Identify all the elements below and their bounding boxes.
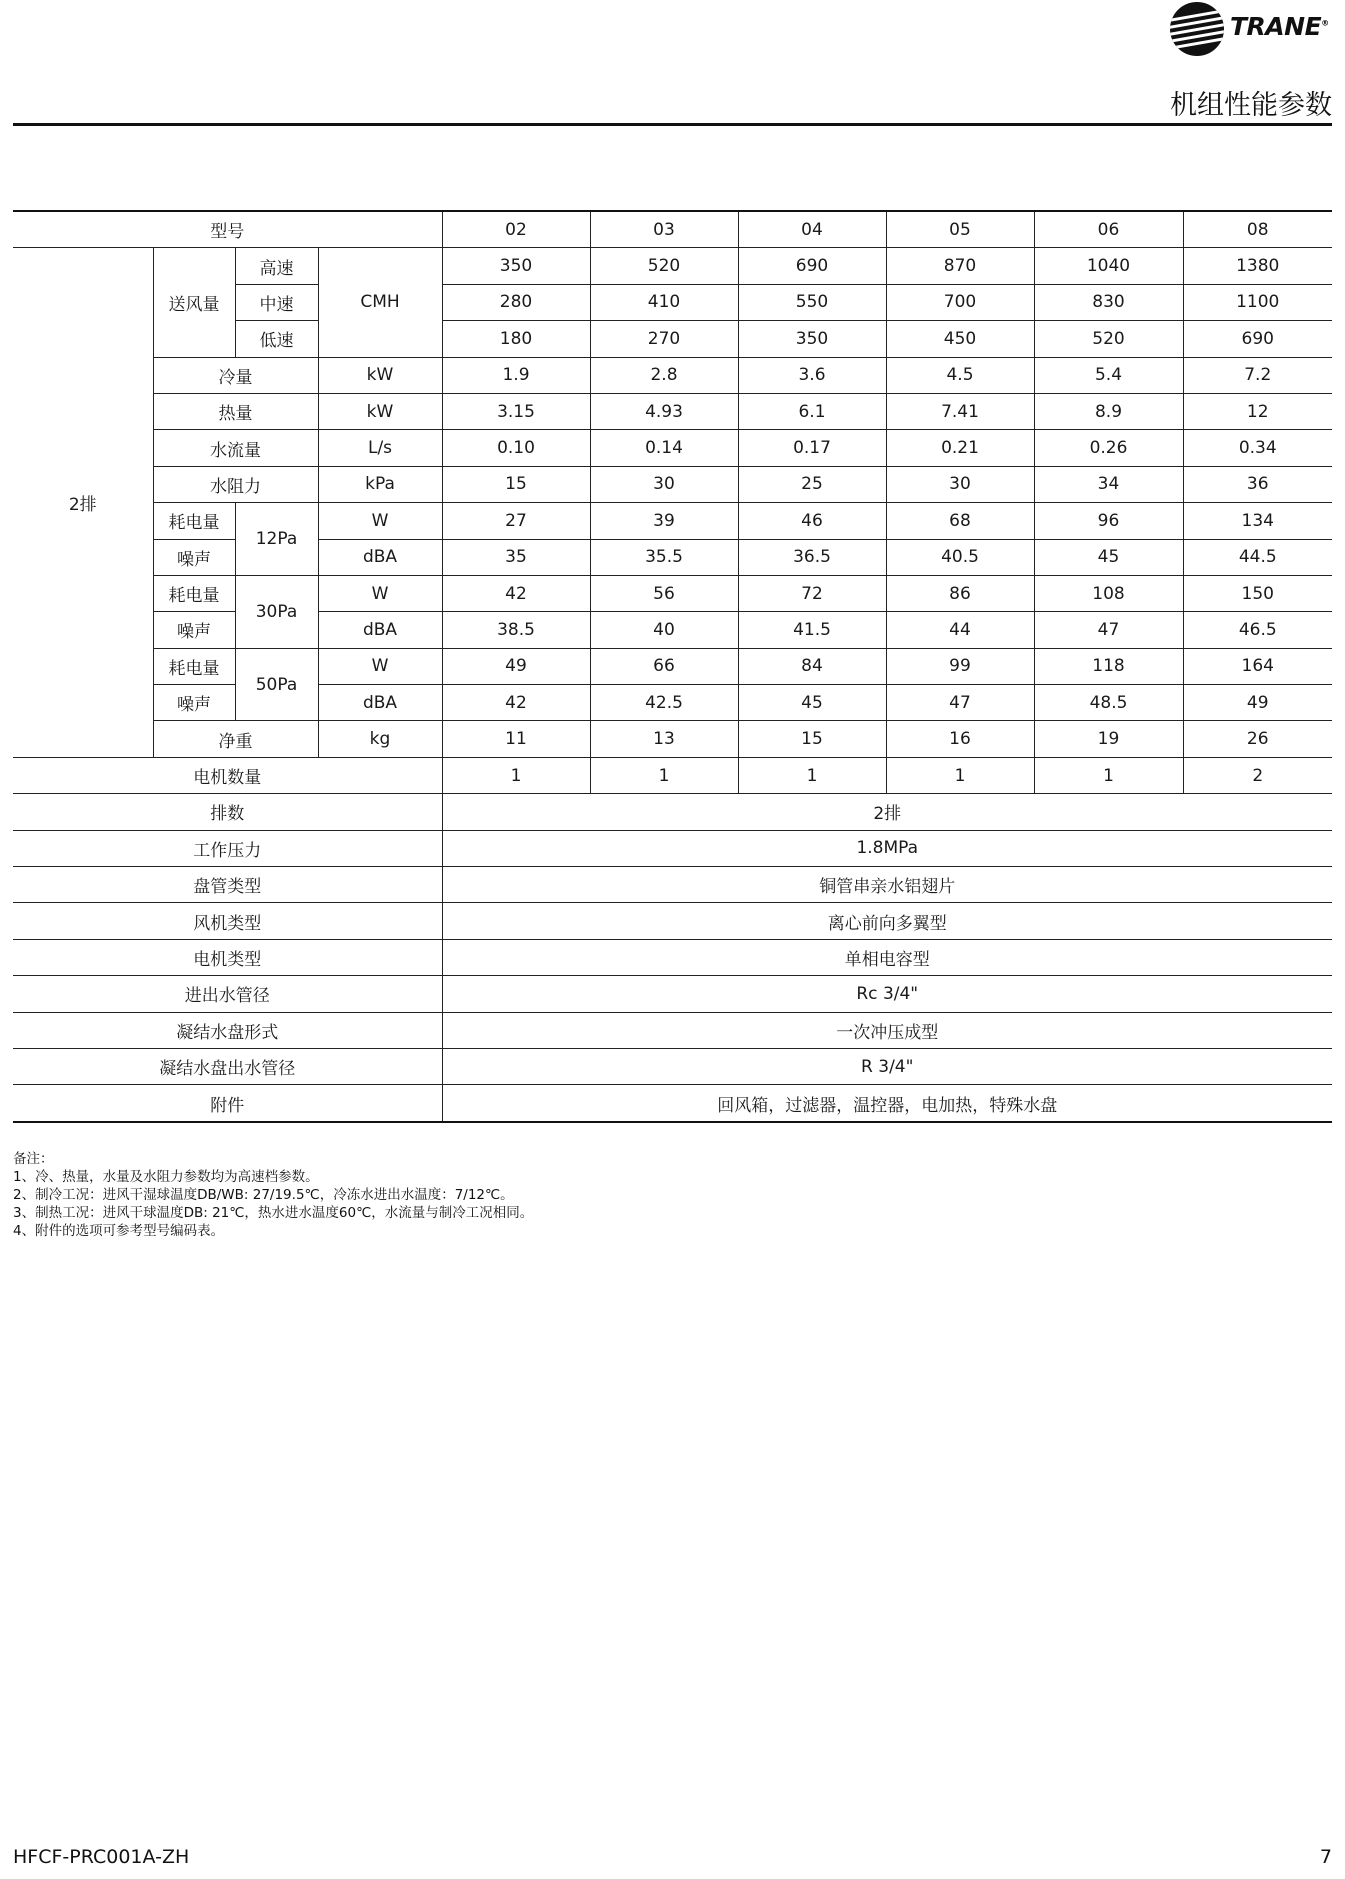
table-row-model	[13, 211, 1332, 248]
power-unit: W	[318, 648, 442, 684]
value-cell: 0.21	[886, 430, 1034, 466]
value-cell: 108	[1034, 575, 1183, 611]
noise-unit: dBA	[318, 685, 442, 721]
value-cell: 0.17	[738, 430, 886, 466]
value-cell: 870	[886, 248, 1034, 284]
model-cell: 02	[442, 211, 590, 248]
noise-label: 噪声	[153, 685, 235, 721]
value-cell: 30	[590, 466, 738, 502]
value-cell: 1100	[1183, 284, 1332, 320]
value-cell: 40.5	[886, 539, 1034, 575]
pan-pipe-label: 凝结水盘出水管径	[13, 1048, 442, 1084]
value-cell: 36.5	[738, 539, 886, 575]
value-cell: 36	[1183, 466, 1332, 502]
model-cell: 05	[886, 211, 1034, 248]
value-cell: 1	[590, 757, 738, 793]
table-row-motor-type	[13, 939, 1332, 975]
power-unit: W	[318, 575, 442, 611]
speed-mid-label: 中速	[235, 284, 318, 320]
note-line: 3、制热工况：进风干球温度DB: 21℃，热水进水温度60℃，水流量与制冷工况相同。	[13, 1205, 534, 1221]
value-cell: 1380	[1183, 248, 1332, 284]
value-cell: 7.41	[886, 393, 1034, 429]
value-cell: 1.9	[442, 357, 590, 393]
trane-logo-icon	[1170, 2, 1224, 56]
value-cell: 350	[738, 321, 886, 357]
value-cell: 66	[590, 648, 738, 684]
value-cell: 164	[1183, 648, 1332, 684]
value-cell: 0.14	[590, 430, 738, 466]
value-cell: 84	[738, 648, 886, 684]
value-cell: 4.93	[590, 393, 738, 429]
work-pressure-label: 工作压力	[13, 830, 442, 866]
notes-heading: 备注：	[13, 1151, 54, 1167]
table-row-power-12pa	[13, 503, 1332, 539]
value-cell: 26	[1183, 721, 1332, 757]
pipe-value: Rc 3/4"	[442, 976, 1332, 1012]
power-unit: W	[318, 503, 442, 539]
fan-type-label: 风机类型	[13, 903, 442, 939]
waterflow-unit: L/s	[318, 430, 442, 466]
value-cell: 700	[886, 284, 1034, 320]
value-cell: 350	[442, 248, 590, 284]
table-row-pan-pipe	[13, 1048, 1332, 1084]
noise-label: 噪声	[153, 612, 235, 648]
noise-unit: dBA	[318, 539, 442, 575]
value-cell: 12	[1183, 393, 1332, 429]
value-cell: 48.5	[1034, 685, 1183, 721]
value-cell: 46	[738, 503, 886, 539]
motor-type-label: 电机类型	[13, 939, 442, 975]
value-cell: 45	[738, 685, 886, 721]
noise-unit: dBA	[318, 612, 442, 648]
value-cell: 134	[1183, 503, 1332, 539]
value-cell: 72	[738, 575, 886, 611]
value-cell: 1	[886, 757, 1034, 793]
table-row-coil-type	[13, 867, 1332, 903]
value-cell: 39	[590, 503, 738, 539]
table-row-cooling	[13, 357, 1332, 393]
model-cell: 06	[1034, 211, 1183, 248]
value-cell: 280	[442, 284, 590, 320]
accessories-value: 回风箱，过滤器，温控器，电加热，特殊水盘	[442, 1085, 1332, 1122]
value-cell: 11	[442, 721, 590, 757]
value-cell: 13	[590, 721, 738, 757]
table-row-accessories	[13, 1085, 1332, 1122]
value-cell: 49	[1183, 685, 1332, 721]
value-cell: 8.9	[1034, 393, 1183, 429]
value-cell: 3.15	[442, 393, 590, 429]
value-cell: 830	[1034, 284, 1183, 320]
table-row-power-50pa	[13, 648, 1332, 684]
pipe-label: 进出水管径	[13, 976, 442, 1012]
table-row-resistance	[13, 466, 1332, 502]
accessories-label: 附件	[13, 1085, 442, 1122]
value-cell: 42.5	[590, 685, 738, 721]
value-cell: 450	[886, 321, 1034, 357]
value-cell: 42	[442, 575, 590, 611]
model-cell: 04	[738, 211, 886, 248]
value-cell: 1040	[1034, 248, 1183, 284]
notes	[13, 1150, 533, 1240]
value-cell: 690	[1183, 321, 1332, 357]
value-cell: 180	[442, 321, 590, 357]
table-row-noise-50pa	[13, 685, 1332, 721]
resistance-label: 水阻力	[153, 466, 318, 502]
table-row-heating	[13, 393, 1332, 429]
note-line: 1、冷、热量，水量及水阻力参数均为高速档参数。	[13, 1169, 319, 1185]
value-cell: 6.1	[738, 393, 886, 429]
note-line: 4、附件的选项可参考型号编码表。	[13, 1223, 225, 1239]
rows-label: 排数	[13, 794, 442, 830]
value-cell: 15	[738, 721, 886, 757]
value-cell: 3.6	[738, 357, 886, 393]
power-label: 耗电量	[153, 648, 235, 684]
value-cell: 4.5	[886, 357, 1034, 393]
cooling-unit: kW	[318, 357, 442, 393]
weight-label: 净重	[153, 721, 318, 757]
resistance-unit: kPa	[318, 466, 442, 502]
value-cell: 35	[442, 539, 590, 575]
table-row-fan-type	[13, 903, 1332, 939]
value-cell: 150	[1183, 575, 1332, 611]
value-cell: 5.4	[1034, 357, 1183, 393]
value-cell: 34	[1034, 466, 1183, 502]
value-cell: 30	[886, 466, 1034, 502]
value-cell: 1	[738, 757, 886, 793]
value-cell: 41.5	[738, 612, 886, 648]
cooling-label: 冷量	[153, 357, 318, 393]
trane-logo	[1170, 2, 1332, 56]
document-code: HFCF-PRC001A-ZH	[13, 1846, 190, 1868]
table-row-noise-30pa	[13, 612, 1332, 648]
table-row-waterflow	[13, 430, 1332, 466]
pan-pipe-value: R 3/4"	[442, 1048, 1332, 1084]
value-cell: 25	[738, 466, 886, 502]
rows-value: 2排	[442, 794, 1332, 830]
value-cell: 520	[590, 248, 738, 284]
value-cell: 47	[886, 685, 1034, 721]
value-cell: 38.5	[442, 612, 590, 648]
value-cell: 15	[442, 466, 590, 502]
power-label: 耗电量	[153, 503, 235, 539]
value-cell: 56	[590, 575, 738, 611]
work-pressure-value: 1.8MPa	[442, 830, 1332, 866]
value-cell: 42	[442, 685, 590, 721]
value-cell: 0.26	[1034, 430, 1183, 466]
value-cell: 99	[886, 648, 1034, 684]
value-cell: 96	[1034, 503, 1183, 539]
value-cell: 40	[590, 612, 738, 648]
value-cell: 68	[886, 503, 1034, 539]
value-cell: 46.5	[1183, 612, 1332, 648]
fan-type-value: 离心前向多翼型	[442, 903, 1332, 939]
value-cell: 0.10	[442, 430, 590, 466]
value-cell: 1	[442, 757, 590, 793]
noise-label: 噪声	[153, 539, 235, 575]
value-cell: 44.5	[1183, 539, 1332, 575]
waterflow-label: 水流量	[153, 430, 318, 466]
value-cell: 270	[590, 321, 738, 357]
value-cell: 19	[1034, 721, 1183, 757]
table-row-pipe	[13, 976, 1332, 1012]
value-cell: 47	[1034, 612, 1183, 648]
airflow-label: 送风量	[153, 248, 235, 357]
group-2row-label: 2排	[13, 248, 153, 757]
pressure-50pa-label: 50Pa	[235, 648, 318, 721]
heating-label: 热量	[153, 393, 318, 429]
table-row-work-pressure	[13, 830, 1332, 866]
model-cell: 08	[1183, 211, 1332, 248]
trane-logo-text: TRANE®	[1230, 12, 1329, 41]
pressure-12pa-label: 12Pa	[235, 503, 318, 576]
value-cell: 0.34	[1183, 430, 1332, 466]
speed-high-label: 高速	[235, 248, 318, 284]
value-cell: 49	[442, 648, 590, 684]
motors-label: 电机数量	[13, 757, 442, 793]
value-cell: 2.8	[590, 357, 738, 393]
value-cell: 118	[1034, 648, 1183, 684]
note-line: 2、制冷工况：进风干湿球温度DB/WB: 27/19.5℃，冷冻水进出水温度：7/12℃。	[13, 1187, 514, 1203]
power-label: 耗电量	[153, 575, 235, 611]
value-cell: 86	[886, 575, 1034, 611]
table-row-power-30pa	[13, 575, 1332, 611]
table-row-airflow-high	[13, 248, 1332, 284]
table-row-noise-12pa	[13, 539, 1332, 575]
value-cell: 45	[1034, 539, 1183, 575]
coil-type-value: 铜管串亲水铝翅片	[442, 867, 1332, 903]
value-cell: 550	[738, 284, 886, 320]
page-title: 机组性能参数	[1170, 90, 1332, 121]
table-row-motors	[13, 757, 1332, 793]
value-cell: 16	[886, 721, 1034, 757]
value-cell: 35.5	[590, 539, 738, 575]
model-cell: 03	[590, 211, 738, 248]
performance-table	[13, 210, 1332, 1123]
page-number: 7	[1319, 1846, 1332, 1868]
weight-unit: kg	[318, 721, 442, 757]
model-label: 型号	[13, 211, 442, 248]
value-cell: 27	[442, 503, 590, 539]
coil-type-label: 盘管类型	[13, 867, 442, 903]
title-divider	[13, 123, 1332, 126]
value-cell: 7.2	[1183, 357, 1332, 393]
value-cell: 690	[738, 248, 886, 284]
heating-unit: kW	[318, 393, 442, 429]
table-row-weight	[13, 721, 1332, 757]
pan-form-value: 一次冲压成型	[442, 1012, 1332, 1048]
pressure-30pa-label: 30Pa	[235, 575, 318, 648]
airflow-unit: CMH	[318, 248, 442, 357]
value-cell: 410	[590, 284, 738, 320]
pan-form-label: 凝结水盘形式	[13, 1012, 442, 1048]
table-row-rows	[13, 794, 1332, 830]
value-cell: 520	[1034, 321, 1183, 357]
value-cell: 1	[1034, 757, 1183, 793]
table-row-pan-form	[13, 1012, 1332, 1048]
value-cell: 2	[1183, 757, 1332, 793]
speed-low-label: 低速	[235, 321, 318, 357]
motor-type-value: 单相电容型	[442, 939, 1332, 975]
value-cell: 44	[886, 612, 1034, 648]
